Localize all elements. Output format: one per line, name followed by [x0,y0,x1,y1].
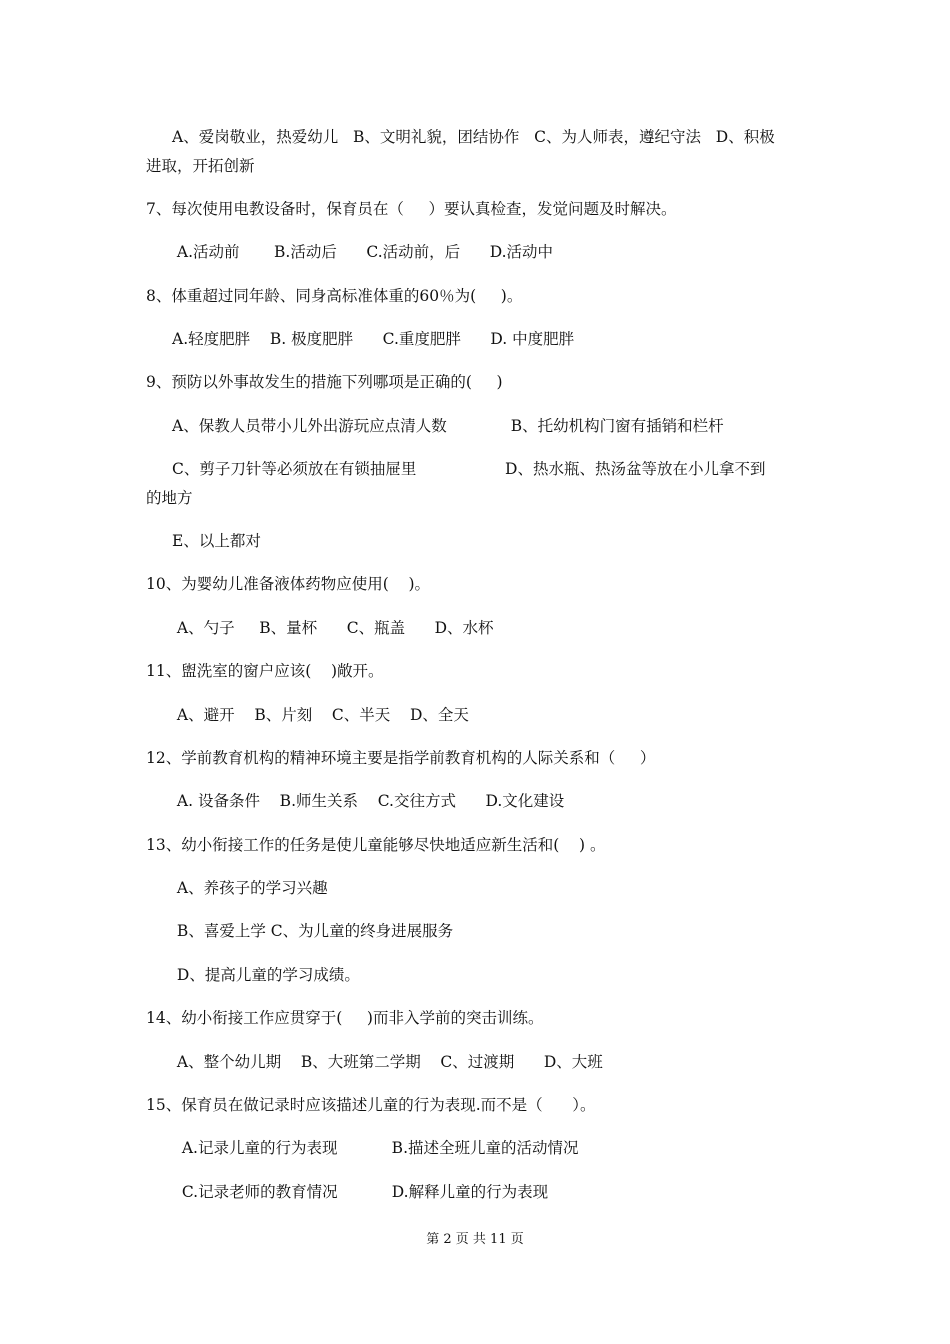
question-11-options: A、避开 B、片刻 C、半天 D、全天 [172,706,469,724]
question-14: 14、幼小衔接工作应贯穿于( )而非入学前的突击训练。 [146,1009,544,1027]
question-7-options: A.活动前 B.活动后 C.活动前，后 D.活动中 [172,243,554,261]
option-line-continued: 进取，开拓创新 [146,157,255,175]
question-13: 13、幼小衔接工作的任务是使儿童能够尽快地适应新生活和( ) 。 [146,836,606,854]
question-13-option-d: D、提高儿童的学习成绩。 [172,966,360,984]
question-11: 11、盥洗室的窗户应该( )敞开。 [146,662,384,680]
question-15-options-cd: C.记录老师的教育情况 D.解释儿童的行为表现 [172,1183,549,1201]
question-8: 8、体重超过同年龄、同身高标准体重的60％为( )。 [146,287,523,305]
question-10-options: A、勺子 B、量杯 C、瓶盖 D、水杯 [172,619,494,637]
question-10: 10、为婴幼儿准备液体药物应使用( )。 [146,575,431,593]
question-14-options: A、整个幼儿期 B、大班第二学期 C、过渡期 D、大班 [172,1053,603,1071]
question-15: 15、保育员在做记录时应该描述儿童的行为表现.而不是（ ）。 [146,1096,596,1114]
question-7: 7、每次使用电教设备时，保育员在（ ）要认真检查，发觉问题及时解决。 [146,200,677,218]
question-8-options: A.轻度肥胖 B. 极度肥胖 C.重度肥胖 D. 中度肥胖 [172,330,575,348]
question-9-options-cd: C、剪子刀针等必须放在有锁抽屉里 D、热水瓶、热汤盆等放在小儿拿不到 [172,460,766,478]
page-footer: 第 2 页 共 11 页 [426,1232,524,1247]
question-9-options-cd-continued: 的地方 [146,489,193,507]
question-9-options-ab: A、保教人员带小儿外出游玩应点清人数 B、托幼机构门窗有插销和栏杆 [172,417,724,435]
option-line: A、爱岗敬业，热爱幼儿 B、文明礼貌，团结协作 C、为人师表，遵纪守法 D、积极 [172,128,775,146]
question-9: 9、预防以外事故发生的措施下列哪项是正确的( ) [146,373,503,391]
question-15-options-ab: A.记录儿童的行为表现 B.描述全班儿童的活动情况 [172,1139,579,1157]
question-12-options: A. 设备条件 B.师生关系 C.交往方式 D.文化建设 [172,792,565,810]
question-9-option-e: E、以上都对 [172,532,261,550]
question-13-option-a: A、养孩子的学习兴趣 [172,879,328,897]
question-13-option-bc: B、喜爱上学 C、为儿童的终身进展服务 [172,922,454,940]
question-12: 12、学前教育机构的精神环境主要是指学前教育机构的人际关系和（ ） [146,749,656,767]
